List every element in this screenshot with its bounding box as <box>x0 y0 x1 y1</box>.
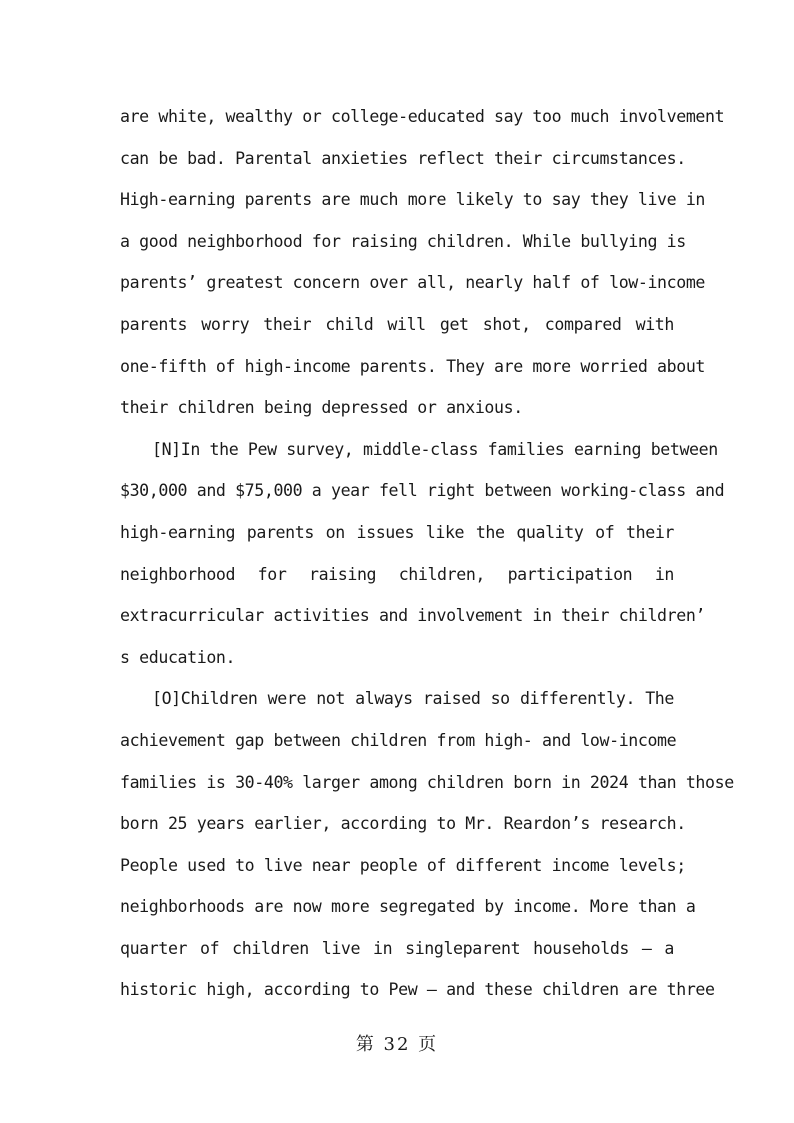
text-line: neighborhoods are now more segregated by income. More than a <box>120 897 696 917</box>
page-number: 第 32 页 <box>355 1034 439 1055</box>
text-line: historic high, according to Pew — and these children are three <box>120 980 715 1000</box>
text-line: parents’ greatest concern over all, nearly half of low-income <box>120 273 706 293</box>
text-line: People used to live near people of different income levels; <box>120 855 686 875</box>
text-line: high-earning parents on issues like the quality of their <box>120 522 674 542</box>
text-line: can be bad. Parental anxieties reflect their circumstances. <box>120 148 686 168</box>
text-line: one-fifth of high-income parents. They are more worried about <box>120 356 706 376</box>
text-line: $30,000 and $75,000 a year fell right between working-class and <box>120 481 725 501</box>
text-line: quarter of children live in singleparent households — a <box>120 938 674 958</box>
text-line: extracurricular activities and involvement in their children’ <box>120 606 706 626</box>
text-line: parents worry their child will get shot, compared with <box>120 314 674 334</box>
paragraph-n-start: [N]In the Pew survey, middle-class families earning between <box>152 439 718 459</box>
text-line: achievement gap between children from high- and low-income <box>120 730 677 750</box>
text-line: their children being depressed or anxious. <box>120 398 523 418</box>
text-line: born 25 years earlier, according to Mr. Reardon’s research. <box>120 814 686 834</box>
text-line: High-earning parents are much more likely to say they live in <box>120 190 706 210</box>
paragraph-o-start: [O]Children were not always raised so differently. The <box>152 689 674 709</box>
text-line: neighborhood for raising children, participation in <box>120 564 674 584</box>
text-line: are white, wealthy or college-educated say too much involvement <box>120 107 725 126</box>
text-line: families is 30-40% larger among children born in 2024 than those <box>120 772 734 792</box>
text-line: s education. <box>120 647 236 667</box>
body-text <box>120 96 734 1011</box>
text-line: a good neighborhood for raising children. While bullying is <box>120 231 686 251</box>
